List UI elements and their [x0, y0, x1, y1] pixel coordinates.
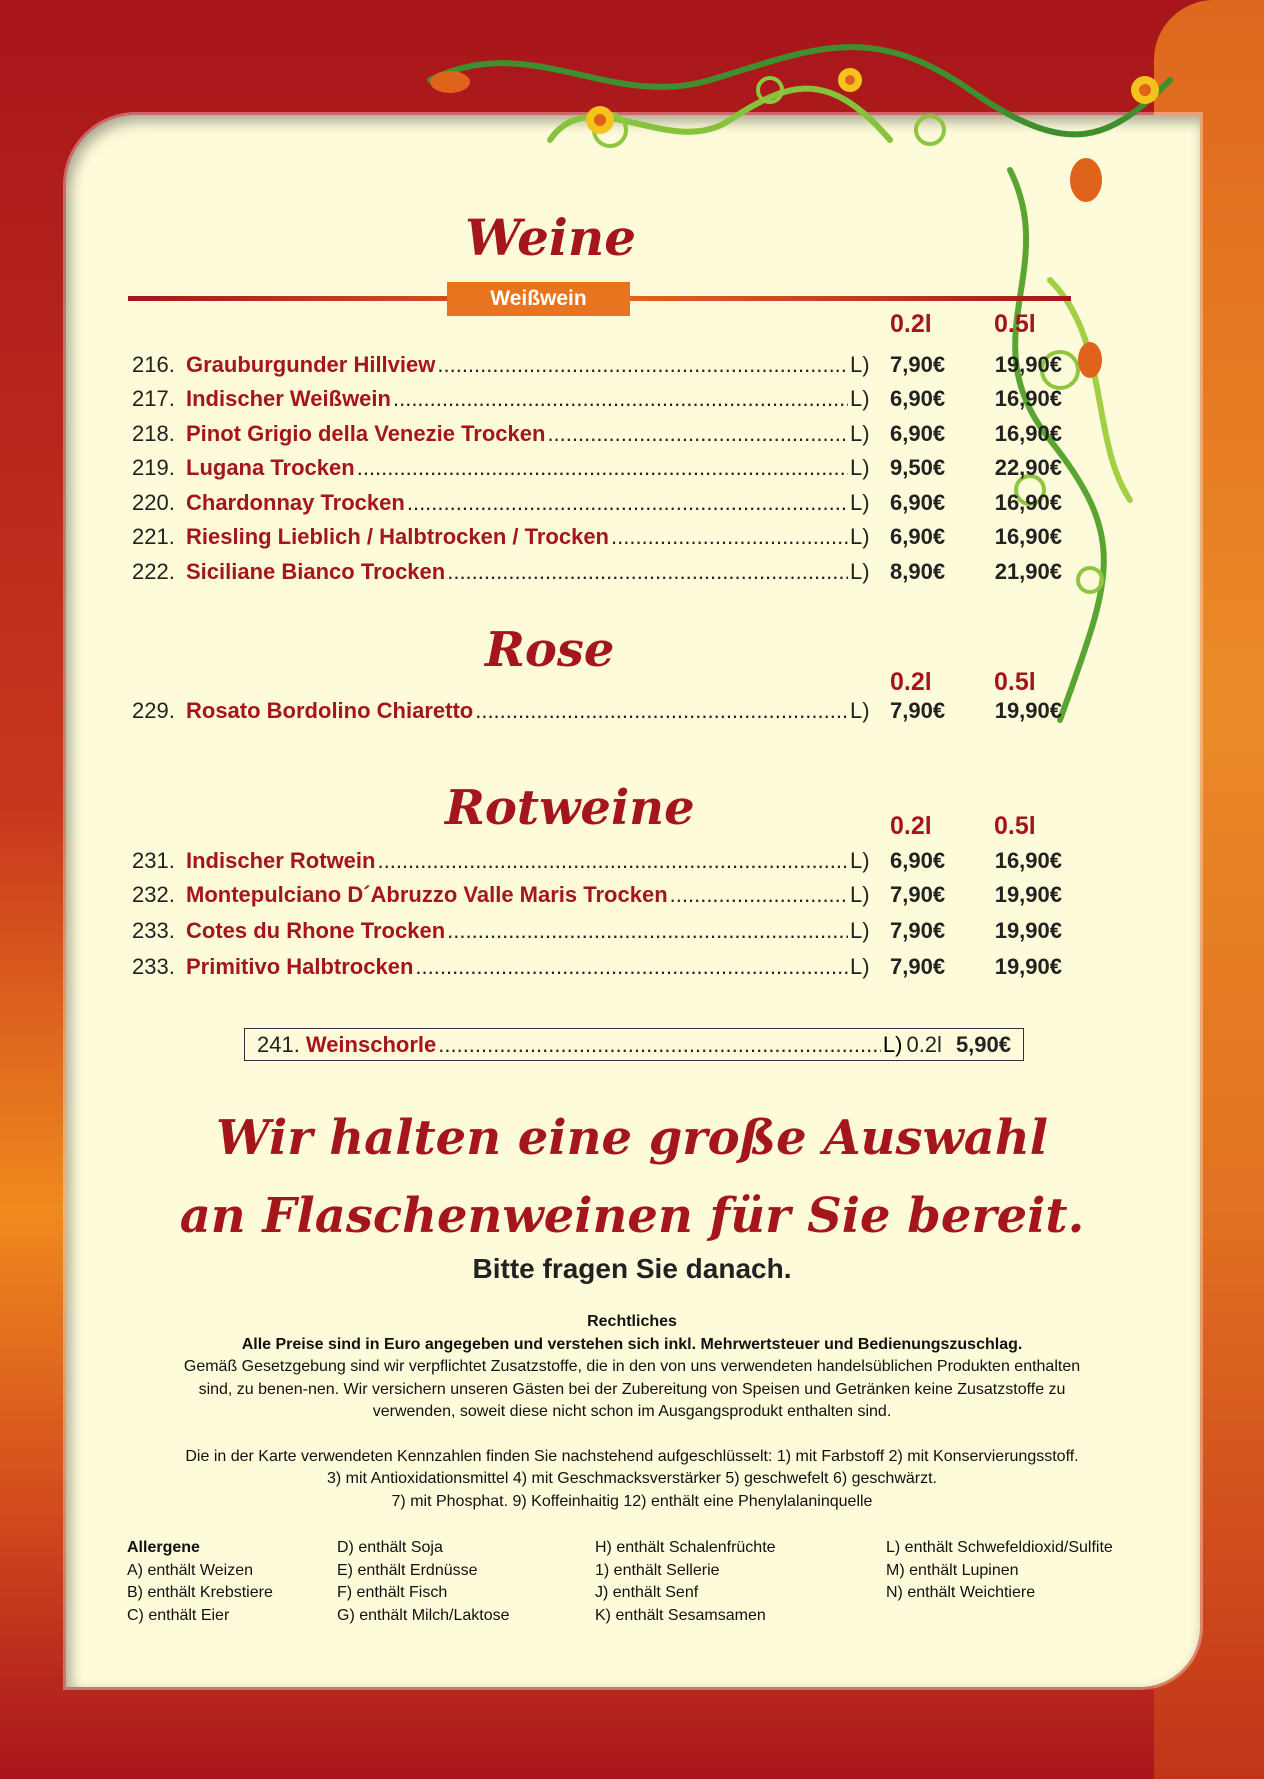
menu-row — [132, 698, 1062, 728]
menu-row — [132, 954, 1062, 984]
allergen-code: L) — [850, 386, 870, 411]
allergen-code: L) — [850, 698, 870, 723]
item-name: Indischer Rotwein — [186, 848, 376, 873]
item-number: 232. — [132, 882, 175, 907]
allergen-code: L) — [850, 421, 870, 446]
col-small-rose: 0.2l — [890, 668, 932, 696]
allergen-item: A) enthält Weizen — [127, 1561, 253, 1579]
leader-dots — [377, 848, 848, 874]
price-small: 7,90€ — [890, 954, 946, 979]
menu-row — [132, 524, 1062, 554]
item-number: 220. — [132, 490, 175, 515]
item-number: 217. — [132, 386, 175, 411]
allergen-title: Allergene — [127, 1539, 200, 1556]
allergen-col-1 — [127, 1537, 273, 1627]
allergen-code: L) — [850, 559, 870, 584]
price-small: 6,90€ — [890, 421, 946, 446]
allergen-item: L) enthält Schwefeldioxid/Sulfite — [886, 1539, 1113, 1556]
item-name: Riesling Lieblich / Halbtrocken / Trocken — [186, 524, 609, 549]
item-name: Chardonnay Trocken — [186, 490, 405, 515]
item-number: 231. — [132, 848, 175, 873]
leader-dots — [437, 352, 848, 378]
allergen-item: M) enthält Lupinen — [886, 1561, 1019, 1579]
price-large: 19,90€ — [994, 882, 1062, 907]
tag-weisswein: Weißwein — [447, 282, 630, 316]
item-number: 222. — [132, 559, 175, 584]
price-small: 6,90€ — [890, 386, 946, 411]
item-name: Indischer Weißwein — [186, 386, 391, 411]
promo-ask: Bitte fragen Sie danach. — [472, 1253, 792, 1284]
price-small: 7,90€ — [890, 918, 946, 943]
col-small: 0.2l — [890, 310, 932, 338]
allergen-item: B) enthält Krebstiere — [127, 1584, 273, 1601]
col-large: 0.5l — [994, 310, 1036, 338]
promo-line-1: Wir halten eine große Auswahl — [215, 1110, 1049, 1166]
leader-dots — [438, 1032, 881, 1058]
item-name: Montepulciano D´Abruzzo Valle Maris Trocken — [186, 882, 668, 907]
allergen-item: J) enthält Senf — [595, 1584, 699, 1601]
allergen-item: H) enthält Schalenfrüchte — [595, 1539, 776, 1556]
allergen-item: N) enthält Weichtiere — [886, 1584, 1036, 1601]
allergen-col-2 — [337, 1537, 510, 1627]
menu-row — [132, 386, 1062, 416]
legal-line-1: Alle Preise sind in Euro angegeben und verstehen sich inkl. Mehrwertsteuer und Bedienungszuschlag. — [241, 1335, 1023, 1353]
item-name: Siciliane Bianco Trocken — [186, 559, 446, 584]
item-number: 233. — [132, 918, 175, 943]
item-name: Cotes du Rhone Trocken — [186, 918, 446, 943]
leader-dots — [547, 421, 848, 447]
menu-row — [132, 455, 1062, 485]
allergen-code: L) — [850, 524, 870, 549]
allergen-code: L) — [850, 455, 870, 480]
price-large: 19,90€ — [994, 352, 1062, 377]
price-small: 6,90€ — [890, 848, 946, 873]
leader-dots — [415, 954, 848, 980]
item-name: Pinot Grigio della Venezie Trocken — [186, 421, 546, 446]
price-small: 6,90€ — [890, 524, 946, 549]
allergen-code: L) — [850, 918, 870, 943]
price-large: 21,90€ — [994, 559, 1062, 584]
price-small: 7,90€ — [890, 698, 946, 723]
leader-dots — [475, 698, 848, 724]
price-large: 16,90€ — [994, 386, 1062, 411]
allergen-col-3 — [595, 1537, 776, 1627]
item-name: Weinschorle — [305, 1031, 437, 1057]
legal-line-7: 7) mit Phosphat. 9) Koffeinhaitig 12) enthält eine Phenylalaninquelle — [391, 1492, 873, 1510]
price-small: 7,90€ — [890, 882, 946, 907]
col-large-rot: 0.5l — [994, 812, 1036, 840]
item-name: Grauburgunder Hillview — [186, 352, 436, 377]
menu-row — [132, 559, 1062, 589]
col-large-rose: 0.5l — [994, 668, 1036, 696]
allergen-item: C) enthält Eier — [127, 1606, 230, 1624]
item-price: 5,90€ — [955, 1031, 1011, 1057]
allergen-code: L) — [850, 882, 870, 907]
item-number: 218. — [132, 421, 175, 446]
legal-title: Rechtliches — [587, 1313, 677, 1330]
legal-line-6: 3) mit Antioxidationsmittel 4) mit Geschmacksverstärker 5) geschwefelt 6) geschwärzt. — [327, 1470, 937, 1487]
item-name: Rosato Bordolino Chiaretto — [186, 698, 474, 723]
allergen-item: K) enthält Sesamsamen — [595, 1606, 766, 1624]
allergen-item: G) enthält Milch/Laktose — [337, 1606, 510, 1624]
leader-dots — [447, 918, 848, 944]
allergen-item: D) enthält Soja — [337, 1539, 443, 1556]
price-small: 8,90€ — [890, 559, 946, 584]
leader-dots — [447, 559, 848, 585]
leader-dots — [611, 524, 848, 550]
item-name: Primitivo Halbtrocken — [186, 954, 414, 979]
leader-dots — [357, 455, 848, 481]
allergen-code: L) — [850, 954, 870, 979]
allergen-item: 1) enthält Sellerie — [595, 1561, 720, 1579]
menu-row — [132, 352, 1062, 382]
allergen-item: E) enthält Erdnüsse — [337, 1561, 478, 1579]
item-number: 229. — [132, 698, 175, 723]
legal-line-2: Gemäß Gesetzgebung sind wir verpflichtet Zusatzstoffe, die in den von uns verwendeten handelsüblichen Produkten enthalten — [183, 1358, 1081, 1375]
legal-line-3: sind, zu benen-nen. Wir versichern unseren Gästen bei der Zubereitung von Speisen und Getränken keine Zusatzstoffe zu — [198, 1380, 1066, 1398]
allergen-code: L) — [850, 490, 870, 515]
price-large: 19,90€ — [994, 918, 1062, 943]
item-number: 216. — [132, 352, 175, 377]
heading-rose: Rose — [485, 622, 615, 678]
price-large: 19,90€ — [994, 954, 1062, 979]
item-number: 221. — [132, 524, 175, 549]
weinschorle-box — [244, 1028, 1024, 1061]
leader-dots — [393, 386, 848, 412]
promo-line-2: an Flaschenweinen für Sie bereit. — [179, 1188, 1085, 1244]
item-name: Lugana Trocken — [186, 455, 355, 480]
price-large: 16,90€ — [994, 524, 1062, 549]
legal-block — [90, 1311, 1174, 1513]
heading-weine: Weine — [465, 208, 637, 267]
item-number: 219. — [132, 455, 175, 480]
legal-line-4: verwenden, soweit diese nicht schon im Ausgangsprodukt enthalten sind. — [372, 1403, 892, 1420]
allergen-col-4 — [886, 1537, 1113, 1605]
price-small: 7,90€ — [890, 352, 946, 377]
price-small: 6,90€ — [890, 490, 946, 515]
price-small: 9,50€ — [890, 455, 946, 480]
price-large: 16,90€ — [994, 490, 1062, 515]
menu-row — [132, 882, 1062, 912]
price-large: 16,90€ — [994, 848, 1062, 873]
item-number: 233. — [132, 954, 175, 979]
menu-row — [132, 421, 1062, 451]
price-large: 22,90€ — [994, 455, 1062, 480]
heading-rotweine: Rotweine — [445, 780, 695, 836]
leader-dots — [407, 490, 848, 516]
allergen-code: L) — [850, 848, 870, 873]
menu-row — [132, 490, 1062, 520]
allergen-item: F) enthält Fisch — [337, 1584, 448, 1601]
menu-row — [132, 918, 1062, 948]
col-small-rot: 0.2l — [890, 812, 932, 840]
menu-row — [132, 848, 1062, 878]
item-size: 0.2l — [906, 1031, 942, 1057]
legal-line-5: Die in der Karte verwendeten Kennzahlen finden Sie nachstehend aufgeschlüsselt: 1) mit Farbstoff 2) mit Konservierungsstoff. — [185, 1447, 1079, 1465]
allergen-code: L) — [882, 1031, 903, 1057]
leader-dots — [670, 882, 848, 908]
allergen-code: L) — [850, 352, 870, 377]
item-number: 241. — [257, 1031, 300, 1057]
price-large: 16,90€ — [994, 421, 1062, 446]
price-large: 19,90€ — [994, 698, 1062, 723]
